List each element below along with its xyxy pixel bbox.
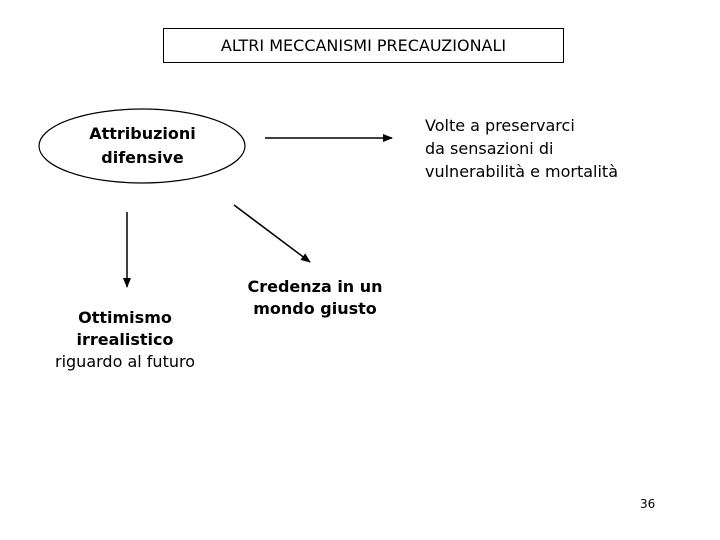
slide-title: ALTRI MECCANISMI PRECAUZIONALI [220, 36, 507, 55]
outcome-right-line3: vulnerabilità e mortalità [425, 162, 619, 181]
root-node-label [45, 122, 240, 170]
outcome-right-line1: Volte a preservarci [425, 116, 575, 135]
outcome-center-line1: Credenza in un [247, 277, 383, 296]
outcome-center-line2: mondo giusto [253, 299, 377, 318]
outcome-left-line2: irrealistico [76, 330, 174, 349]
outcome-right-node [425, 114, 618, 183]
root-label-line2: difensive [101, 148, 184, 167]
root-label-line1: Attribuzioni [89, 124, 196, 143]
outcome-right-line2: da sensazioni di [425, 139, 554, 158]
outcome-center-node [225, 276, 405, 320]
outcome-left-line3: riguardo al futuro [55, 352, 195, 371]
page-number: 36 [640, 497, 656, 511]
outcome-left-node [30, 307, 220, 373]
arrow-to-center-outcome [234, 205, 310, 262]
outcome-left-line1: Ottimismo [78, 308, 172, 327]
